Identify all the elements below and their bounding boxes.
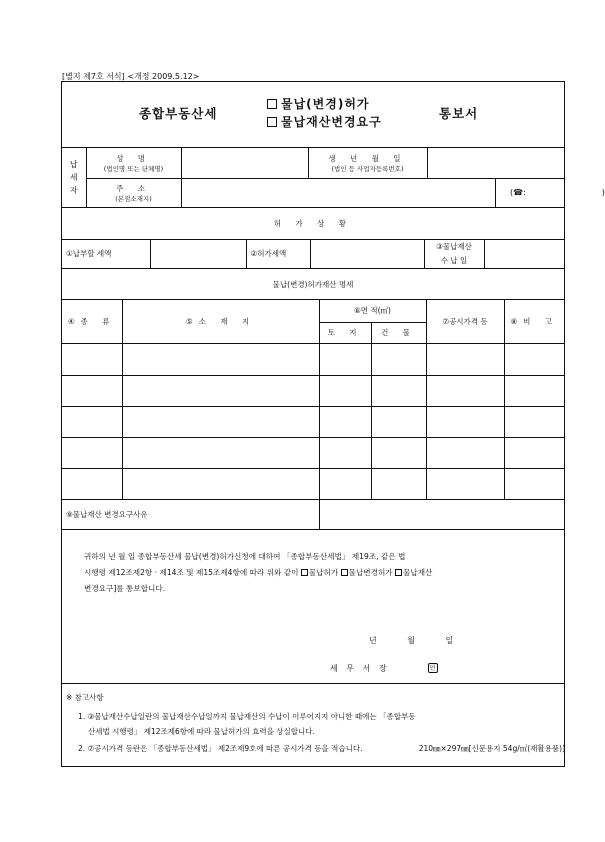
- row-price-field[interactable]: [426, 437, 504, 468]
- row-price-field[interactable]: [426, 406, 504, 437]
- change-request-checkbox[interactable]: [267, 117, 277, 127]
- dob-field[interactable]: [427, 148, 496, 178]
- notes-heading: ※ 참고사항: [66, 692, 104, 702]
- body-line-1: 귀하의 년 월 일 종합부동산세 물납(변경)허가신청에 대하여 「종합부동산세법」 제19조, 같은 법: [84, 551, 406, 561]
- phone-close: ): [601, 188, 605, 197]
- col-remark-header: [504, 300, 564, 343]
- col-land-text: 토 지: [327, 328, 363, 337]
- row-location-field[interactable]: [122, 375, 319, 406]
- phone-open: (: [510, 188, 514, 197]
- due-date-label-2: 수 납 일: [440, 256, 468, 266]
- permit-amount-label: ②허가세액: [246, 240, 310, 269]
- seal-stamp-icon: 인: [428, 663, 438, 673]
- row-price-field[interactable]: [426, 375, 504, 406]
- title-main: 종합부동산세: [139, 106, 218, 121]
- permit-amount-field[interactable]: [310, 240, 424, 269]
- name-sublabel: (법인명 또는 단체명): [103, 164, 164, 173]
- change-reason-text: ⑨물납재산 변경요구사유: [66, 509, 148, 519]
- taxpayer-table: [62, 148, 605, 208]
- row-land-field[interactable]: [319, 375, 371, 406]
- issue-date-text: 년 월 일: [369, 635, 454, 645]
- row-building-field[interactable]: [371, 437, 426, 468]
- permit-table: [62, 240, 564, 270]
- taxpayer-label: [62, 148, 86, 207]
- address-sublabel: (본점소재지): [115, 194, 152, 203]
- permit-option-checkbox[interactable]: [301, 569, 308, 576]
- dob-sublabel: (법인 등 사업자등록번호): [331, 164, 404, 173]
- due-date-label-1: ③물납재산: [436, 242, 472, 252]
- tax-amount-field[interactable]: [150, 240, 246, 269]
- property-section-title: [62, 269, 564, 300]
- taxpayer-label-text: 납 세 자: [69, 159, 78, 195]
- notice-body: [62, 530, 564, 683]
- row-type-field[interactable]: [62, 406, 122, 437]
- property-change-option-checkbox[interactable]: [395, 569, 402, 576]
- row-remark-field[interactable]: [504, 375, 564, 406]
- col-area-header: ⑥면 적(㎡): [319, 300, 426, 322]
- tax-amount-label: ①납부할 세액: [62, 240, 150, 269]
- form-number-note: [별지 제7호 서식] <개정 2009.5.12>: [62, 72, 200, 81]
- row-price-field[interactable]: [426, 468, 504, 499]
- row-remark-field[interactable]: [504, 437, 564, 468]
- row-location-field[interactable]: [122, 468, 319, 499]
- property-table: [62, 300, 564, 530]
- col-location-text: ⑤소 재 지: [185, 316, 256, 326]
- row-building-field[interactable]: [371, 375, 426, 406]
- notice-form: [61, 81, 605, 767]
- col-price-header: ⑦공시가격 등: [426, 300, 504, 343]
- col-type-header: [62, 300, 122, 343]
- note-2: 2. ⑦공시가격 등란은 「종합부동산세법」 제2조제9호에 따른 공시가격 등을 적습니다.: [78, 743, 363, 753]
- row-remark-field[interactable]: [504, 343, 564, 375]
- permit-section-text: 허 가 상 황: [273, 218, 353, 228]
- change-permit-option-checkbox[interactable]: [341, 569, 348, 576]
- title-option-change: [267, 113, 382, 130]
- note-1-line-1: 1. ③물납재산수납일란의 물납재산수납일까지 물납재산의 수납이 이루어지지 아니한 때에는 「종합부동: [78, 711, 416, 721]
- change-reason-field[interactable]: [319, 499, 564, 529]
- phone-value: :: [523, 188, 526, 197]
- tax-office-label: 세 무 서 장: [330, 663, 390, 673]
- dob-label-cell: [308, 148, 427, 178]
- due-date-field[interactable]: [484, 240, 564, 269]
- title-option-permit-label: 물납(변경)허가: [281, 97, 370, 111]
- permit-checkbox[interactable]: [267, 99, 277, 109]
- row-land-field[interactable]: [319, 406, 371, 437]
- row-remark-field[interactable]: [504, 406, 564, 437]
- row-remark-field[interactable]: [504, 468, 564, 499]
- row-building-field[interactable]: [371, 343, 426, 375]
- row-land-field[interactable]: [319, 437, 371, 468]
- row-land-field[interactable]: [319, 468, 371, 499]
- row-price-field[interactable]: [426, 343, 504, 375]
- col-remark-text: ⑧비 고: [510, 316, 559, 326]
- row-building-field[interactable]: [371, 468, 426, 499]
- change-permit-option-label: 물납변경허가: [348, 567, 393, 577]
- table-row: [62, 375, 564, 406]
- col-location-header: [122, 300, 319, 343]
- property-change-option-label: 물납재산: [403, 567, 433, 577]
- title-row: [62, 82, 564, 148]
- tax-office-signature: [330, 663, 438, 674]
- row-type-field[interactable]: [62, 375, 122, 406]
- address-label: 주 소: [116, 183, 151, 193]
- row-building-field[interactable]: [371, 406, 426, 437]
- title-option-change-label: 물납재산변경요구: [281, 115, 382, 129]
- table-row: [62, 437, 564, 468]
- col-building-text: 건 물: [381, 328, 416, 337]
- row-location-field[interactable]: [122, 437, 319, 468]
- address-field[interactable]: [181, 178, 496, 207]
- body-line-2: [84, 567, 432, 578]
- row-location-field[interactable]: [122, 343, 319, 375]
- title-option-permit: [267, 95, 370, 112]
- col-building-header: [371, 322, 426, 343]
- note-1-line-2: 산세법 시행령」 제12조제6항에 따라 물납허가의 효력을 상실합니다.: [88, 726, 315, 736]
- phone-field[interactable]: [496, 178, 605, 207]
- due-date-label-cell: [424, 240, 484, 269]
- title-end: 통보서: [439, 106, 479, 121]
- name-field[interactable]: [181, 148, 308, 178]
- table-row: [62, 468, 564, 499]
- row-type-field[interactable]: [62, 437, 122, 468]
- table-row: [62, 343, 564, 375]
- change-reason-label: [62, 499, 319, 529]
- name-label-cell: [86, 148, 181, 178]
- paper-spec-note: 210㎜×297㎜[신문용지 54g/㎡(재활용품)]: [418, 744, 565, 753]
- address-label-cell: [86, 178, 181, 207]
- col-land-header: [319, 322, 371, 343]
- col-type-text: ④종 류: [67, 316, 116, 326]
- row-land-field[interactable]: [319, 343, 371, 375]
- body-line-2-text: 시행령 제12조제2항 · 제14조 및 제15조제4항에 따라 위와 같이: [84, 567, 299, 577]
- row-type-field[interactable]: [62, 468, 122, 499]
- property-section-text: 물납(변경)허가재산 명세: [272, 279, 354, 289]
- row-location-field[interactable]: [122, 406, 319, 437]
- row-type-field[interactable]: [62, 343, 122, 375]
- name-label: 성 명: [116, 153, 151, 163]
- table-row: [62, 406, 564, 437]
- dob-label: 생 년 월 일: [328, 153, 407, 163]
- phone-icon: ☎: [513, 188, 524, 197]
- permit-section-title: [62, 208, 564, 240]
- issue-date: [369, 635, 453, 646]
- body-line-3: 변경요구]를 통보합니다.: [84, 583, 166, 593]
- permit-option-label: 물납허가: [308, 567, 339, 577]
